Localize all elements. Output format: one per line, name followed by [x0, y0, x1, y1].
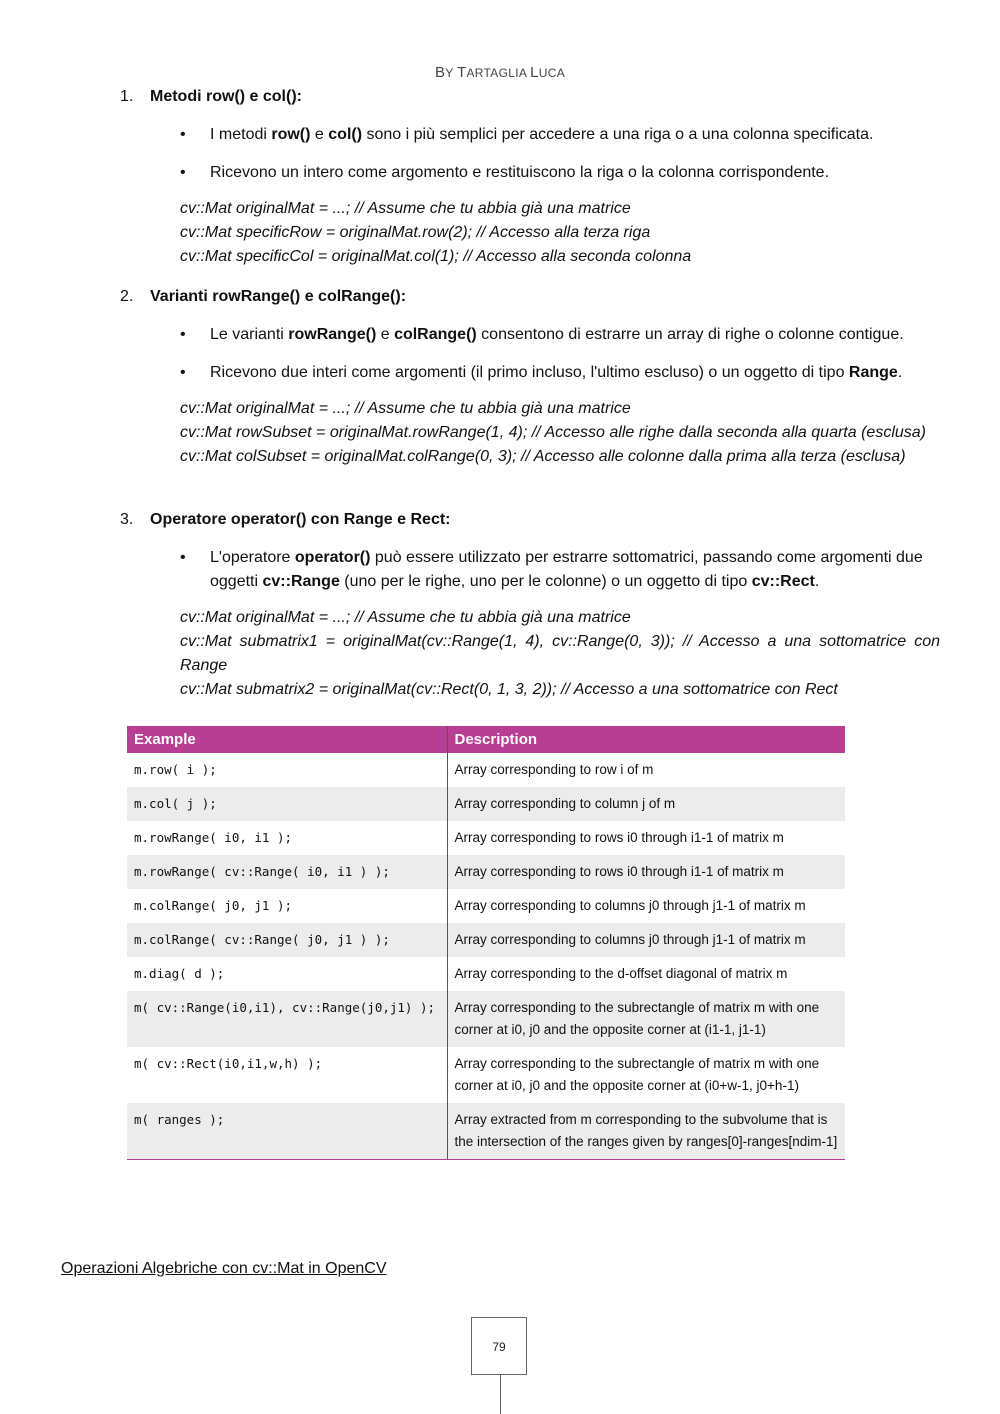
table-cell-description: Array corresponding to columns j0 through j1-1 of matrix m — [447, 923, 845, 957]
bullet-list — [120, 546, 940, 594]
bullet-text: e — [310, 126, 329, 143]
bullet-keyword: cv::Range — [262, 573, 340, 590]
bullet-text: e — [376, 326, 395, 343]
table-cell-description: Array corresponding to column j of m — [447, 787, 845, 821]
section-row-col — [120, 85, 940, 269]
bullet-icon: • — [180, 164, 186, 181]
bullet-icon: • — [180, 549, 186, 566]
page-number: 79 — [471, 1317, 527, 1375]
column-header-description: Description — [447, 726, 845, 753]
table-row — [127, 855, 845, 889]
code-block — [120, 606, 940, 702]
table-cell-example: m.colRange( cv::Range( j0, j1 ) ); — [127, 923, 447, 957]
list-item — [120, 546, 940, 594]
bullet-icon: • — [180, 326, 186, 343]
bullet-list — [120, 323, 940, 385]
code-block — [120, 397, 940, 469]
bullet-keyword: row() — [271, 126, 311, 143]
section-operator — [120, 508, 940, 702]
bullet-text: Le varianti — [210, 326, 289, 343]
section-title — [120, 508, 940, 532]
list-item — [120, 123, 940, 147]
code-line: cv::Mat rowSubset = originalMat.rowRange(1, 4); // Accesso alle righe dalla seconda alla quarta (esclusa) — [180, 424, 926, 441]
table-row — [127, 753, 845, 787]
bullet-text: I metodi — [210, 126, 272, 143]
table-row — [127, 991, 845, 1047]
section-title-text: Varianti rowRange() e colRange(): — [150, 288, 407, 305]
page-number-connector — [500, 1375, 501, 1414]
bullet-text: consentono di estrarre un array di righe o colonne contigue. — [476, 326, 904, 343]
list-item — [120, 323, 940, 347]
table — [127, 726, 845, 1160]
header-by-initial: B — [434, 64, 446, 81]
bullet-keyword: operator() — [294, 549, 371, 566]
code-line: cv::Mat originalMat = ...; // Assume che tu abbia già una matrice — [180, 400, 631, 417]
table-row — [127, 923, 845, 957]
page-header — [0, 64, 1000, 81]
table-cell-example: m.col( j ); — [127, 787, 447, 821]
table-row — [127, 1103, 845, 1160]
table-row — [127, 787, 845, 821]
code-line: cv::Mat originalMat = ...; // Assume che tu abbia già una matrice — [180, 200, 631, 217]
bullet-text: . — [897, 364, 903, 381]
table-header-row — [127, 726, 845, 753]
code-line: cv::Mat submatrix2 = originalMat(cv::Rect(0, 1, 3, 2)); // Accesso a una sottomatrice con Rect — [180, 681, 838, 698]
table-cell-example: m.colRange( j0, j1 ); — [127, 889, 447, 923]
header-name-rest: UCA — [538, 66, 566, 80]
column-header-example: Example — [127, 726, 447, 753]
table-cell-example: m( cv::Rect(i0,i1,w,h) ); — [127, 1047, 447, 1103]
table-cell-example: m.row( i ); — [127, 753, 447, 787]
bullet-keyword: col() — [328, 126, 363, 143]
header-surname-initial: T — [457, 64, 467, 81]
bullet-keyword: rowRange() — [288, 326, 377, 343]
section-title — [120, 85, 940, 109]
matrix-access-table — [127, 726, 845, 1160]
header-name-initial: L — [530, 64, 539, 81]
bullet-icon: • — [180, 364, 186, 381]
bullet-text: L'operatore — [210, 549, 295, 566]
code-block — [120, 197, 940, 269]
table-cell-description: Array corresponding to the subrectangle of matrix m with one corner at i0, j0 and the opposite corner at (i0+w-1, j0+h-1) — [447, 1047, 845, 1103]
bullet-keyword: colRange() — [394, 326, 477, 343]
section-title-text: Operatore operator() con Range e Rect: — [150, 511, 451, 528]
bullet-text: può essere utilizzato per estrarre sottomatrici, passando come argomenti due oggetti — [210, 549, 923, 590]
section-number: 1. — [120, 88, 134, 105]
table-row — [127, 821, 845, 855]
bullet-keyword: cv::Rect — [751, 573, 815, 590]
table-row — [127, 957, 845, 991]
bullet-text: Ricevono un intero come argomento e restituiscono la riga o la colonna corrispondente. — [210, 164, 830, 181]
table-cell-example: m.rowRange( cv::Range( i0, i1 ) ); — [127, 855, 447, 889]
section-number: 3. — [120, 511, 134, 528]
section-rowrange-colrange — [120, 285, 940, 469]
next-section-link[interactable]: Operazioni Algebriche con cv::Mat in OpenCV — [61, 1260, 387, 1277]
table-cell-description: Array corresponding to rows i0 through i1-1 of matrix m — [447, 855, 845, 889]
table-cell-description: Array corresponding to the subrectangle of matrix m with one corner at i0, j0 and the opposite corner at (i1-1, j1-1) — [447, 991, 845, 1047]
list-item — [120, 161, 940, 185]
table-cell-description: Array corresponding to columns j0 through j1-1 of matrix m — [447, 889, 845, 923]
code-line: cv::Mat originalMat = ...; // Assume che tu abbia già una matrice — [180, 609, 631, 626]
bullet-icon: • — [180, 126, 186, 143]
table-cell-description: Array extracted from m corresponding to the subvolume that is the intersection of the ranges given by ranges[0]-ranges[ndim-1] — [447, 1103, 845, 1160]
header-surname-rest: ARTAGLIA — [466, 66, 531, 80]
section-title-text: Metodi row() e col(): — [150, 88, 302, 105]
table-cell-description: Array corresponding to row i of m — [447, 753, 845, 787]
table-cell-description: Array corresponding to rows i0 through i1-1 of matrix m — [447, 821, 845, 855]
table-row — [127, 1047, 845, 1103]
table-cell-example: m.rowRange( i0, i1 ); — [127, 821, 447, 855]
table-cell-example: m( ranges ); — [127, 1103, 447, 1160]
bullet-list — [120, 123, 940, 185]
code-line: cv::Mat submatrix1 = originalMat(cv::Range(1, 4), cv::Range(0, 3)); // Accesso a una sottomatrice con Range — [180, 633, 940, 674]
code-line: cv::Mat specificCol = originalMat.col(1); // Accesso alla seconda colonna — [180, 248, 692, 265]
section-title — [120, 285, 940, 309]
list-item — [120, 361, 940, 385]
code-line: cv::Mat colSubset = originalMat.colRange(0, 3); // Accesso alle colonne dalla prima alla terza (esclusa) — [180, 448, 906, 465]
code-line: cv::Mat specificRow = originalMat.row(2); // Accesso alla terza riga — [180, 224, 651, 241]
bullet-text: sono i più semplici per accedere a una riga o a una colonna specificata. — [362, 126, 874, 143]
table-cell-description: Array corresponding to the d-offset diagonal of matrix m — [447, 957, 845, 991]
table-cell-example: m( cv::Range(i0,i1), cv::Range(j0,j1) ); — [127, 991, 447, 1047]
bullet-text: (uno per le righe, uno per le colonne) o un oggetto di tipo — [339, 573, 752, 590]
table-row — [127, 889, 845, 923]
header-by-rest: Y — [445, 66, 458, 80]
table-cell-example: m.diag( d ); — [127, 957, 447, 991]
bullet-keyword: Range — [848, 364, 898, 381]
bullet-text: . — [814, 573, 820, 590]
section-number: 2. — [120, 288, 134, 305]
bullet-text: Ricevono due interi come argomenti (il primo incluso, l'ultimo escluso) o un oggetto di tipo — [210, 364, 849, 381]
